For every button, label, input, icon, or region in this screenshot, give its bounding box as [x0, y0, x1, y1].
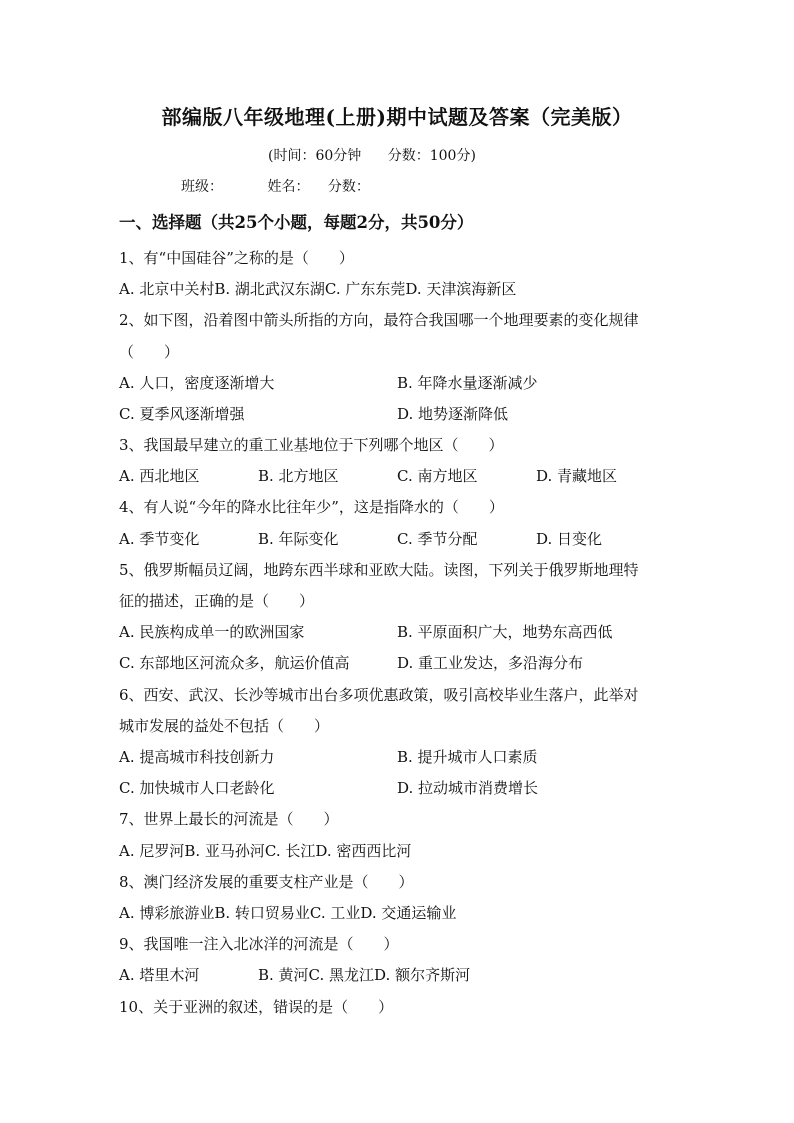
option-b: B. 提升城市人口素质 [397, 748, 538, 766]
question-7-options: A. 尼罗河B. 亚马孙河C. 长江D. 密西西比河 [119, 842, 412, 860]
option-a: A. 季节变化 [119, 530, 200, 548]
question-10-stem: 10、关于亚洲的叙述，错误的是（ ） [119, 998, 394, 1016]
option-d: D. 日变化 [536, 530, 603, 548]
option-b: B. 年际变化 [258, 530, 339, 548]
option-c: C. 东部地区河流众多，航运价值高 [119, 654, 350, 672]
exam-score: 分数：100分) [387, 148, 476, 164]
question-4-options [119, 529, 602, 549]
question-2-stem-line1: 2、如下图，沿着图中箭头所指的方向，最符合我国哪一个地理要素的变化规律 [119, 311, 639, 329]
option-c: C. 加快城市人口老龄化 [119, 779, 275, 797]
question-8-options: A. 博彩旅游业B. 转口贸易业C. 工业D. 交通运输业 [119, 904, 457, 922]
student-info [181, 176, 370, 196]
question-3-options [119, 466, 617, 486]
option-a: A. 西北地区 [119, 467, 200, 485]
option-d: D. 重工业发达，多沿海分布 [397, 654, 584, 672]
option-a: A. 人口，密度逐渐增大 [119, 374, 275, 392]
exam-time: (时间：60分钟 [268, 148, 362, 164]
name-label: 姓名： [267, 179, 310, 195]
question-2-stem-line2: （ ） [119, 343, 180, 361]
page-title: 部编版八年级地理(上册)期中试题及答案（完美版） [161, 105, 633, 129]
option-c: C. 季节分配 [397, 530, 478, 548]
question-9-options [119, 965, 470, 985]
options-rest: B. 黄河C. 黑龙江D. 额尔齐斯河 [258, 966, 471, 984]
option-c: C. 夏季风逐渐增强 [119, 405, 245, 423]
score-label: 分数： [327, 179, 370, 195]
option-d: D. 青藏地区 [536, 467, 618, 485]
question-2-row2 [119, 404, 244, 424]
option-a: A. 民族构成单一的欧洲国家 [119, 623, 305, 641]
question-6-stem-line1: 6、西安、武汉、长沙等城市出台多项优惠政策，吸引高校毕业生落户，此举对 [119, 686, 639, 704]
option-a: A. 塔里木河 [119, 966, 200, 984]
exam-meta [268, 145, 476, 165]
question-9-stem: 9、我国唯一注入北冰洋的河流是（ ） [119, 935, 399, 953]
question-4-stem: 4、有人说“今年的降水比往年少”，这是指降水的（ ） [119, 498, 504, 516]
question-8-stem: 8、澳门经济发展的重要支柱产业是（ ） [119, 873, 414, 891]
option-d: D. 地势逐渐降低 [397, 405, 509, 423]
class-label: 班级： [181, 179, 223, 195]
option-d: D. 拉动城市消费增长 [397, 779, 539, 797]
option-b: B. 平原面积广大，地势东高西低 [397, 623, 613, 641]
option-b: B. 年降水量逐渐减少 [397, 374, 538, 392]
option-c: C. 南方地区 [397, 467, 478, 485]
question-6-stem-line2: 城市发展的益处不包括（ ） [119, 717, 330, 735]
question-5-stem-line1: 5、俄罗斯幅员辽阔，地跨东西半球和亚欧大陆。读图，下列关于俄罗斯地理特 [119, 561, 639, 579]
section-heading: 一、选择题（共25个小题，每题2分，共50分） [119, 213, 474, 232]
question-5-stem-line2: 征的描述，正确的是（ ） [119, 592, 315, 610]
question-1-stem: 1、有“中国硅谷”之称的是（ ） [119, 249, 354, 267]
option-b: B. 北方地区 [258, 467, 339, 485]
question-3-stem: 3、我国最早建立的重工业基地位于下列哪个地区（ ） [119, 436, 504, 454]
question-2-row1 [119, 373, 274, 393]
question-1-options: A. 北京中关村B. 湖北武汉东湖C. 广东东莞D. 天津滨海新区 [119, 280, 517, 298]
option-a: A. 提高城市科技创新力 [119, 748, 275, 766]
question-7-stem: 7、世界上最长的河流是（ ） [119, 810, 339, 828]
